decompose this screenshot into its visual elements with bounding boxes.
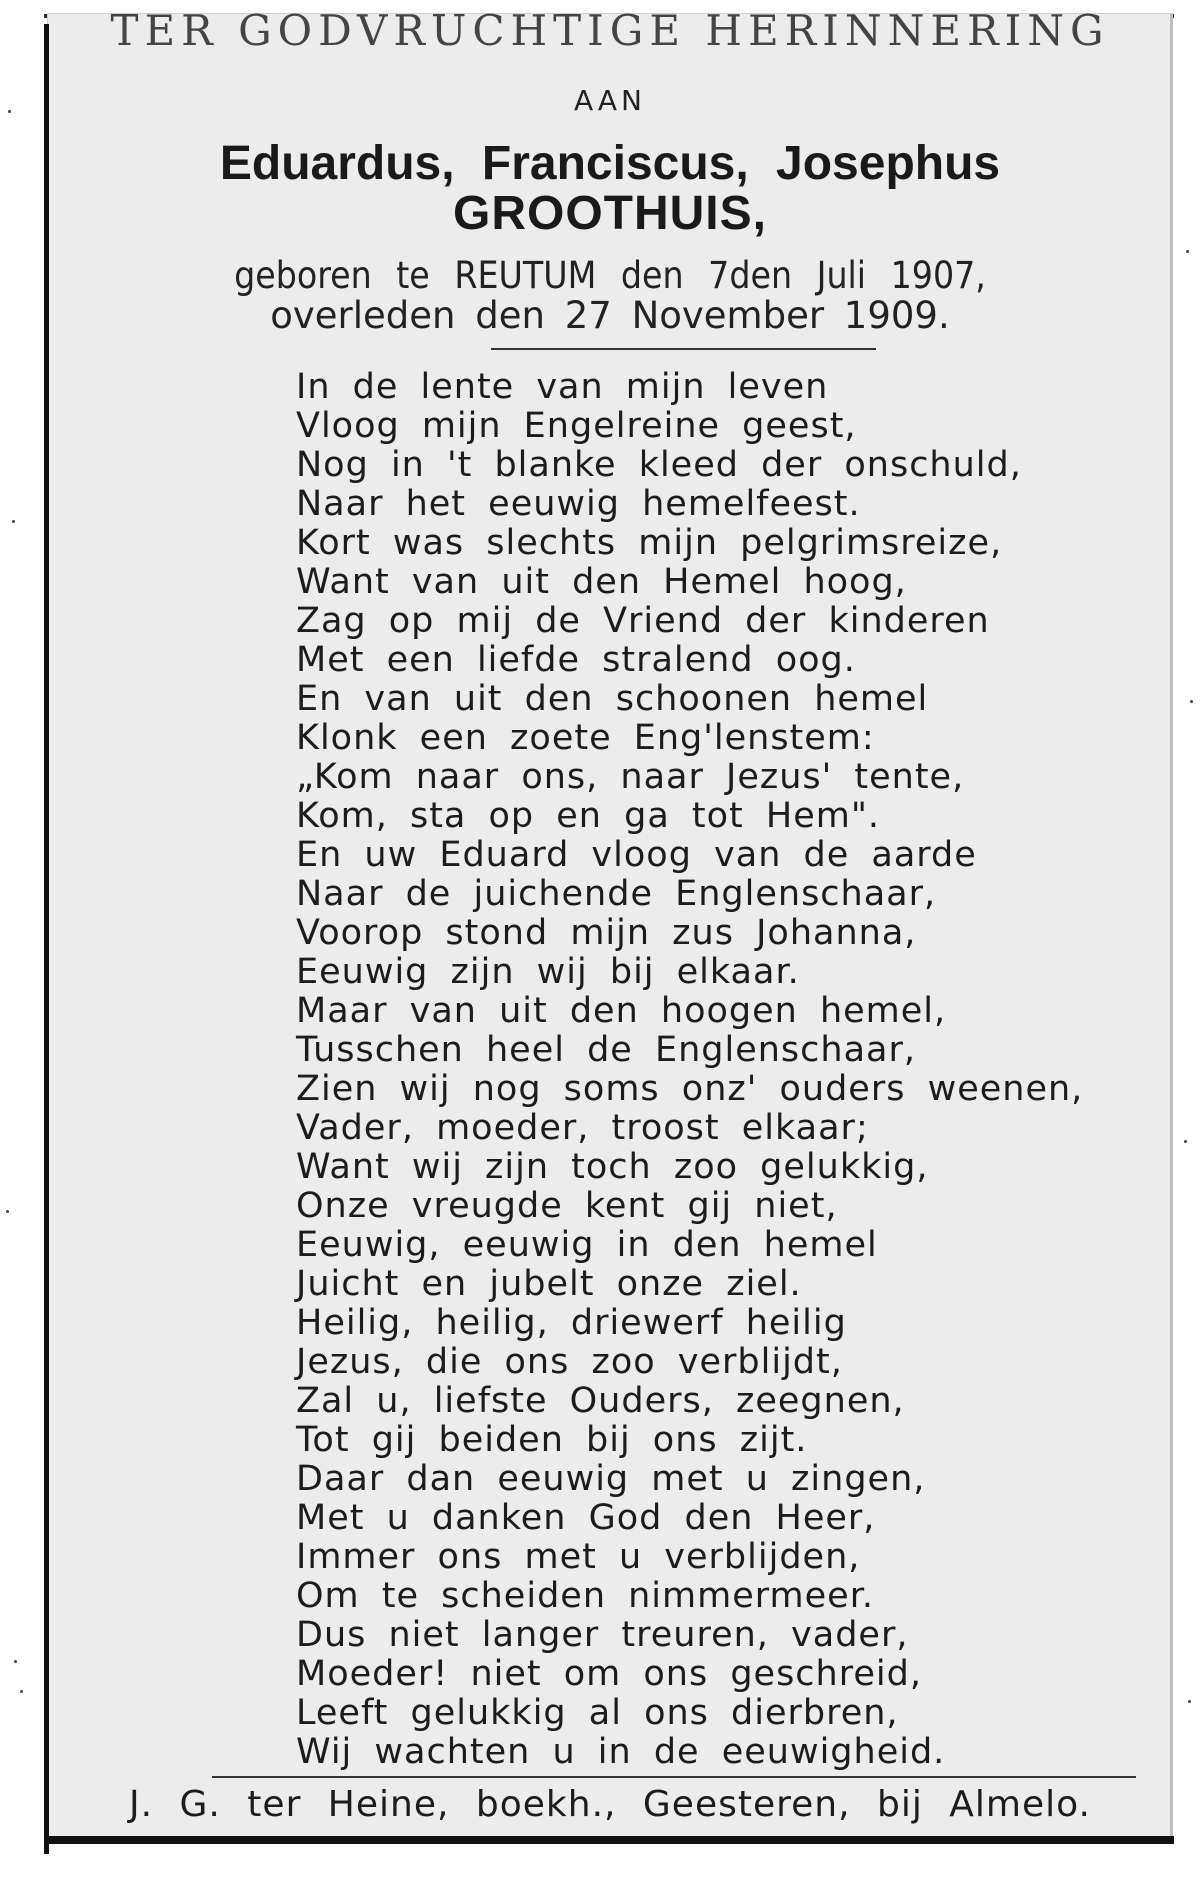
poem-line: Leeft gelukkig al ons dierbren, [296,1693,899,1733]
poem-line: Dus niet langer treuren, vader, [296,1615,909,1655]
scan-speck [8,110,11,113]
poem-line: Maar van uit den hoogen hemel, [296,991,947,1031]
poem-line: Voorop stond mijn zus Johanna, [296,913,917,953]
poem-line: Moeder! niet om ons geschreid, [296,1654,922,1694]
poem-line: Tot gij beiden bij ons zijt. [296,1420,808,1460]
poem-line: Heilig, heilig, driewerf heilig [296,1303,847,1343]
poem-line: Wij wachten u in de eeuwigheid. [296,1732,946,1772]
poem-line: Om te scheiden nimmermeer. [296,1576,874,1616]
footer-divider [212,1776,1136,1778]
poem-line: Klonk een zoete Eng'lenstem: [296,718,875,758]
poem-line: In de lente van mijn leven [296,367,829,407]
poem-line: Want van uit den Hemel hoog, [296,562,907,602]
poem-line: En uw Eduard vloog van de aarde [296,835,977,875]
surname: GROOTHUIS, [452,187,767,240]
poem-line: Met u danken God den Heer, [296,1498,876,1538]
given-names: Eduardus, Franciscus, Josephus [219,137,1001,190]
scan-speck [1190,700,1193,703]
poem-line: En van uit den schoonen hemel [296,679,929,719]
scan-speck [1184,1140,1187,1143]
poem-line: Zal u, liefste Ouders, zeegnen, [296,1381,905,1421]
memorial-card [48,6,1172,1840]
poem-line: Zien wij nog soms onz' ouders weenen, [296,1069,1084,1109]
card-left-edge [44,24,49,1854]
death-line: overleden den 27 November 1909. [270,294,950,337]
poem-line: Onze vreugde kent gij niet, [296,1186,838,1226]
scan-speck [20,1690,23,1693]
poem-line: „Kom naar ons, naar Jezus' tente, [296,757,965,797]
scan-speck [1188,1700,1191,1703]
scan-speck [14,1660,17,1663]
title-divider [491,348,876,350]
poem-line: Naar het eeuwig hemelfeest. [296,484,861,524]
poem [296,368,1176,1772]
poem-line: Jezus, die ons zoo verblijdt, [296,1342,843,1382]
printer-line: J. G. ter Heine, boekh., Geesteren, bij Almelo. [129,1784,1091,1825]
poem-line: Met een liefde stralend oog. [296,640,856,680]
card-bottom-edge [44,1836,1174,1844]
poem-line: Eeuwig, eeuwig in den hemel [296,1225,878,1265]
scan-speck [1186,250,1189,253]
birth-line: geboren te REUTUM den 7den Juli 1907, [234,254,986,297]
poem-line: Kort was slechts mijn pelgrimsreize, [296,523,1003,563]
scan-speck [6,1210,9,1213]
poem-line: Daar dan eeuwig met u zingen, [296,1459,926,1499]
poem-line: Naar de juichende Englenschaar, [296,874,937,914]
poem-line: Immer ons met u verblijden, [296,1537,861,1577]
poem-line: Vader, moeder, troost elkaar; [296,1108,869,1148]
poem-line: Kom, sta op en ga tot Hem". [296,796,881,836]
dedication-label: AAN [573,84,647,117]
poem-line: Nog in 't blanke kleed der onschuld, [296,445,1022,485]
poem-line: Tusschen heel de Englenschaar, [296,1030,916,1070]
poem-line: Zag op mij de Vriend der kinderen [296,601,990,641]
card-right-edge [1170,14,1173,1844]
poem-line: Juicht en jubelt onze ziel. [296,1264,802,1304]
poem-line: Vloog mijn Engelreine geest, [296,406,857,446]
poem-line: Want wij zijn toch zoo gelukkig, [296,1147,929,1187]
poem-line: Eeuwig zijn wij bij elkaar. [296,952,800,992]
scan-speck [12,520,15,523]
header-cutoff-text [48,6,1172,62]
header-partial-text: TER GODVRUCHTIGE HERINNERING [110,6,1110,55]
